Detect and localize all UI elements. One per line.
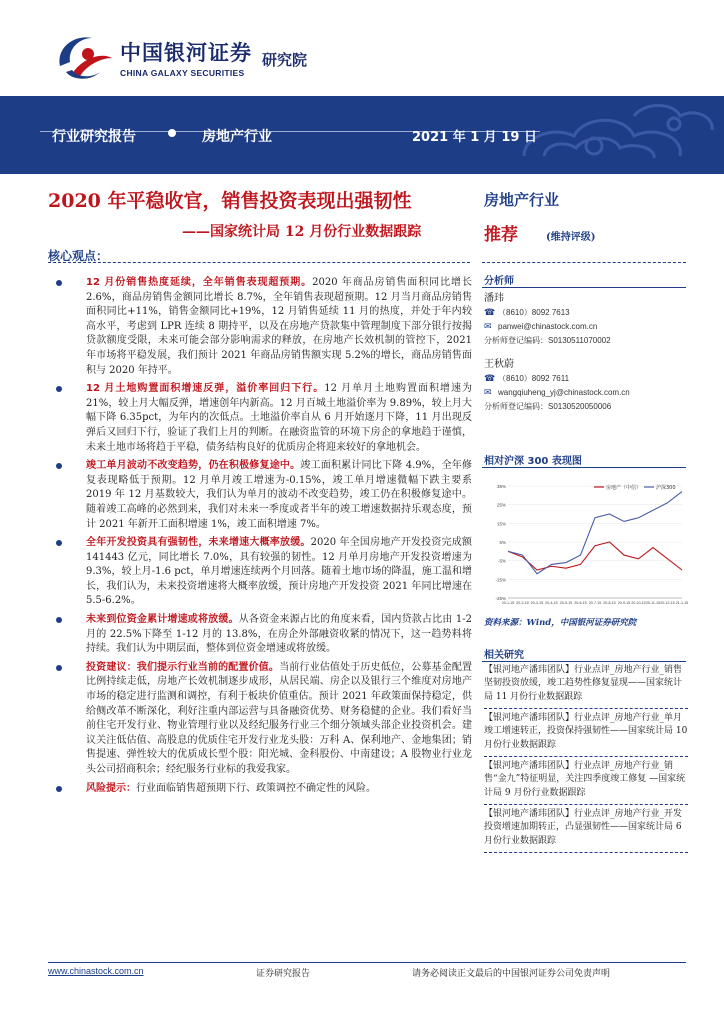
point-highlight: 全年开发投资具有强韧性，未来增速大概率放缓。 (86, 537, 311, 549)
report-industry: 房地产行业 (202, 129, 272, 145)
bullet-icon (56, 540, 62, 546)
divider (482, 467, 686, 468)
analyst-phone: （8610）8092 7611 (498, 374, 570, 383)
point-highlight: 12 月土地购置面积增速反弹，溢价率回归下行。 (86, 383, 325, 395)
point-highlight: 未来到位资金累计增速或将放缓。 (86, 614, 239, 626)
point-body: 当前行业估值处于历史低位，公募基金配置比例持续走低，房地产长效机制逐步成形，从居民端、房企以及银行三个维度对房地产市场的稳定进行监测和调控，有利于板块价值重估。预计 2021 年政策面保持稳定，供给侧改革不断深化，利好注重内部运营与具备融资优势、财务稳健的企业。我们看好当前住宅开发行业、物业管理行业以及经纪服务行业三个细分领域头部企业投资机会。建议关注低估值、高股息的优质住宅开发行业龙头股：万科 A、保利地产、金地集团；销售提速、弹性较大的优质成长型个股：阳光城、金科股份、中南建设；A 股物业行业龙头公司招商积余；经纪服务行业标的我爱我家。 (86, 661, 473, 775)
report-title: 2020 年平稳收官，销售投资表现出强韧性 (48, 190, 412, 212)
x-tick-label: 20-4-15 (545, 601, 558, 605)
related-report-link[interactable]: 【银河地产潘玮团队】行业点评_房地产行业_开发投资增速加期转正，凸显强韧性——国家统计局 6 月份行业数据跟踪 (484, 808, 688, 853)
analyst-name: 王秋蔚 (484, 359, 514, 370)
divider (482, 262, 686, 263)
analysts-heading: 分析师 (484, 276, 514, 287)
rating: 推荐 (484, 225, 518, 245)
core-views-label: 核心观点： (48, 249, 109, 263)
series-line (508, 542, 682, 570)
core-point (52, 536, 472, 609)
series-line (508, 492, 682, 574)
related-report-link[interactable]: 【银河地产潘玮团队】行业点评_房地产行业_销售“金九”特征明显，关注四季度竣工修复 —国家统计局 9 月份行业数据跟踪 (484, 760, 688, 805)
y-tick-label: -25% (495, 596, 506, 601)
point-body: 2020 年商品房销售面积同比增长 2.6%，商品房销售金额同比增长 8.7%，全年销售表现超预期。12 月当月商品房销售面积同比+11%，销售金额同比+19%，12 月销售延续 11 月的热度，并处于年内较高水平，考虑到 LPR 连续 8 期持平，以及在房地产贷款集中管理制度下部分银行按揭贷款额度受限，未来可能会部分影响需求的释放，在房地产长效机制的管控下，2021 年市场将平稳发展，我们预计 2021 年商品房销售额实现 5.2%的增长，商品房销售面积与 2020 年持平。 (86, 277, 472, 376)
core-point (52, 782, 472, 797)
x-tick-label: 20-8-15 (603, 601, 616, 605)
bullet-icon (56, 617, 62, 623)
point-body: 行业面临销售超预期下行、政策调控不确定性的风险。 (136, 782, 376, 794)
footer-website-link[interactable]: www.chinastock.com.cn (48, 966, 144, 976)
related-report-link[interactable]: 【银河地产潘玮团队】行业点评_房地产行业_销售坚韧投资放缓，竣工趋势性修复显现——国家统计局 11 月份行业数据跟踪 (484, 664, 688, 709)
mail-icon: ✉ (484, 388, 492, 398)
divider (482, 287, 686, 288)
report-banner (0, 96, 724, 174)
core-point (52, 276, 472, 378)
legend-label: 房地产（中信） (606, 485, 642, 491)
y-tick-label: -5% (497, 558, 506, 564)
analyst-email[interactable]: panwei@chinastock.com.cn (498, 322, 598, 331)
rating-note: (维持评级) (546, 232, 596, 243)
phone-icon: ☎ (484, 374, 496, 384)
institute-label: 研究院 (262, 50, 308, 69)
relative-performance-chart (486, 478, 689, 612)
divider (48, 262, 470, 263)
analyst-email-row (484, 320, 684, 334)
x-tick-label: 20-3-15 (530, 601, 544, 605)
core-points-list (52, 276, 472, 800)
point-highlight: 投资建议：我们提示行业当前的配置价值。 (86, 661, 280, 673)
analyst-card (484, 358, 684, 414)
mail-icon: ✉ (484, 322, 492, 332)
point-highlight: 竣工单月波动不改变趋势，仍在积极修复途中。 (86, 460, 301, 472)
bullet-icon (56, 786, 62, 792)
chart-heading: 相对沪深 300 表现图 (484, 456, 582, 467)
x-tick-label: 20-2-15 (516, 601, 529, 605)
bullet-icon (168, 129, 176, 137)
x-tick-label: 20-7-15 (588, 601, 602, 605)
point-body: 竣工面积累计同比下降 4.9%，全年修复表现略低于预期。12 月单月竣工增速为-0.15%，竣工单月增速微幅下跌主要系 2019 年 12 月基数较大，我们认为单月的波动不改变趋势，竣工仍在积极修复途中。随着竣工高峰的必然到来，我们对未来一季度或者半年的竣工增速数据持乐观态度，预计 2021 年新开工面积增速 1%，竣工面积增速 7%。 (86, 460, 472, 530)
core-point (52, 613, 472, 657)
analyst-card (484, 292, 684, 348)
footer-disclaimer: 请务必阅读正文最后的中国银河证券公司免责声明 (412, 969, 611, 979)
core-point (52, 382, 472, 455)
report-date: 2021 年 1 月 19 日 (412, 130, 537, 145)
x-tick-label: 20-12-15 (660, 601, 675, 605)
galaxy-logo-icon (52, 28, 116, 86)
x-tick-label: 21-1-15 (675, 601, 689, 605)
x-tick-label: 20-5-15 (559, 601, 573, 605)
bullet-icon (56, 386, 62, 392)
related-report-link[interactable]: 【银河地产潘玮团队】行业点评_房地产行业_单月竣工增速转正，投资保持强韧性——国家统计局 10 月份行业数据跟踪 (484, 712, 688, 757)
analyst-email[interactable]: wangqiuheng_yj@chinastock.com.cn (498, 388, 630, 397)
report-type: 行业研究报告 (52, 129, 136, 145)
phone-icon: ☎ (484, 308, 496, 318)
point-body: 2020 年全国房地产开发投资完成额 141443 亿元，同比增长 7.0%，具有较强的韧性。12 月单月房地产开发投资增速为 9.3%，较上月-1.6 pct，单月增速连续两个月回落。随着土地市场的降温，施工温和增长，我们认为，未来投资增速将大概率放缓，预计房地产开发投资 2021 年同比增速在 5.5-6.2%。 (86, 537, 473, 607)
related-heading: 相关研究 (484, 650, 524, 661)
y-tick-label: 25% (496, 502, 506, 508)
x-tick-label: 20-9-15 (617, 601, 631, 605)
core-point (52, 459, 472, 532)
point-body: 从各资金来源占比的角度来看，国内贷款占比由 1-2 月的 22.5%下降至 1-12 月的 13.8%，在房企外部融资收紧的情况下，这一趋势料将持续。我们认为中期层面，整体到位资金增速或将放缓。 (86, 614, 472, 655)
x-tick-label: 20-6-15 (574, 601, 587, 605)
point-body: 12 月单月土地购置面积增速为 21%，较上月大幅反弹，增速创年内新高。12 月百城土地溢价率为 9.89%，较上月大幅下降 6.35pct，为年内的次低点。土地溢价率自从 6 月开始逐月下降，11 月出现反弹后又回归下行，验证了我们上月的判断。在融资监管的环境下房企的拿地趋于谨慎，未来土地市场将趋于平稳，债务结构良好的优质房企将迎来较好的拿地机会。 (86, 383, 472, 453)
x-tick-label: 20-10-15 (631, 601, 646, 605)
y-tick-label: 15% (496, 521, 506, 527)
analyst-phone-row (484, 372, 684, 386)
side-industry: 房地产行业 (484, 191, 560, 209)
company-name-cn: 中国银河证券 (120, 40, 252, 65)
analyst-registration: 分析师登记编码：S0130520050006 (484, 402, 612, 411)
company-name-en: CHINA GALAXY SECURITIES (120, 67, 245, 78)
legend-label: 沪深300 (656, 485, 676, 491)
report-subtitle: ——国家统计局 12 月份行业数据跟踪 (182, 224, 422, 240)
bullet-icon (56, 463, 62, 469)
y-tick-label: 35% (496, 484, 506, 489)
x-tick-label: 20-1-15 (501, 601, 515, 605)
analyst-registration: 分析师登记编码：S0130511070002 (484, 336, 611, 345)
footer-divider (48, 962, 686, 963)
bullet-icon (56, 665, 62, 671)
analyst-phone-row (484, 306, 684, 320)
company-logo (52, 28, 307, 86)
y-tick-label: -15% (495, 577, 506, 583)
point-highlight: 风险提示： (86, 782, 136, 794)
footer-report-type: 证券研究报告 (256, 969, 311, 979)
y-tick-label: 5% (499, 540, 506, 545)
analyst-email-row (484, 386, 684, 400)
analyst-phone: （8610）8092 7613 (498, 308, 570, 317)
x-tick-label: 20-11-15 (645, 601, 661, 605)
core-point (52, 661, 472, 778)
divider (482, 661, 686, 662)
point-highlight: 12 月份销售热度延续，全年销售表现超预期。 (86, 277, 313, 288)
bullet-icon (56, 280, 62, 286)
analyst-name: 潘玮 (484, 293, 504, 304)
chart-source: 资料来源：Wind，中国银河证券研究院 (484, 618, 637, 628)
